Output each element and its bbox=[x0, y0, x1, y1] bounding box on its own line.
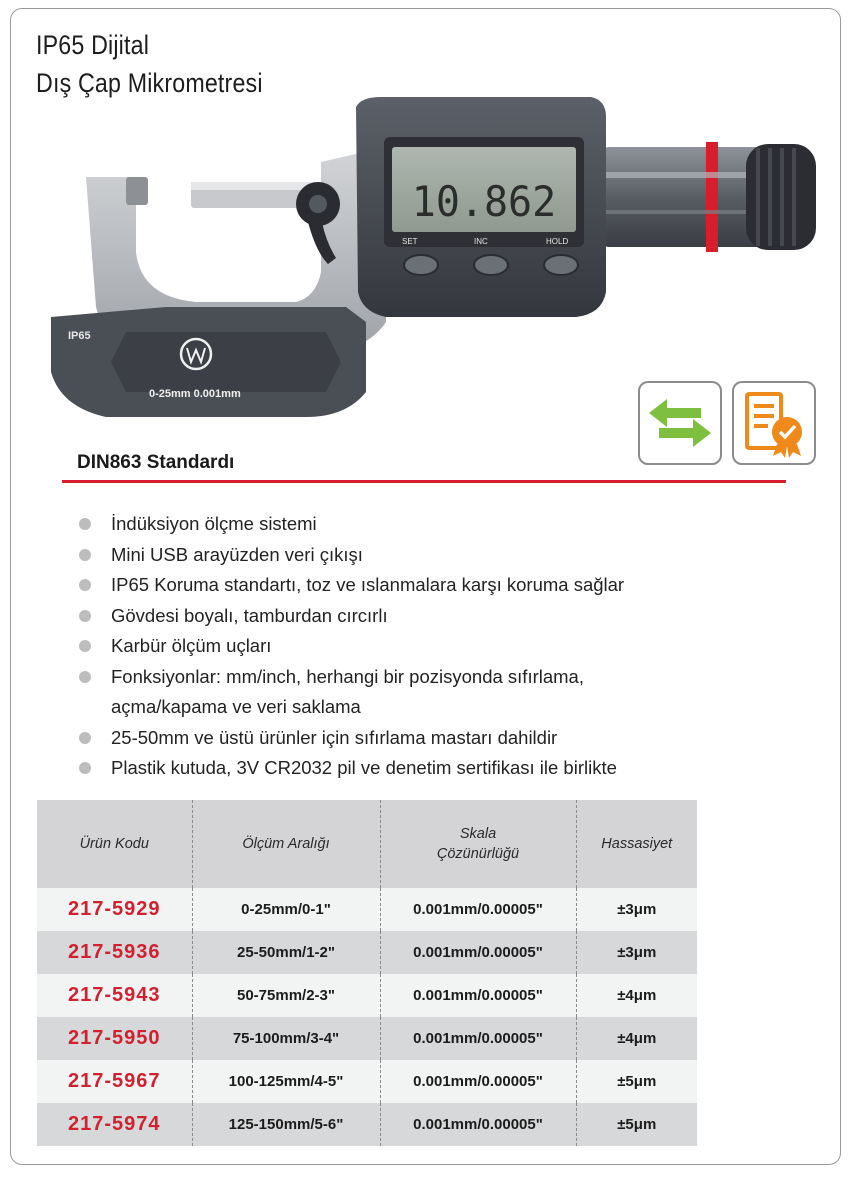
table-header-row bbox=[37, 800, 697, 888]
measuring-range: 0-25mm/0-1" bbox=[192, 888, 380, 931]
btn-label-inc: INC bbox=[474, 237, 488, 246]
product-table bbox=[37, 800, 697, 1146]
bullet-icon bbox=[79, 762, 91, 774]
swap-arrows-icon bbox=[638, 381, 722, 465]
hold-button bbox=[544, 255, 578, 275]
frame-label: IP65 bbox=[68, 330, 91, 342]
accuracy: ±3μm bbox=[576, 931, 697, 974]
measuring-range: 100-125mm/4-5" bbox=[192, 1060, 380, 1103]
accuracy: ±5μm bbox=[576, 1103, 697, 1146]
list-item bbox=[76, 723, 624, 754]
measuring-range: 25-50mm/1-2" bbox=[192, 931, 380, 974]
resolution: 0.001mm/0.00005" bbox=[380, 1103, 576, 1146]
feature-text: Gövdesi boyalı, tamburdan cırcırlı bbox=[111, 604, 388, 626]
list-item-continuation bbox=[76, 692, 624, 723]
resolution: 0.001mm/0.00005" bbox=[380, 931, 576, 974]
bullet-icon bbox=[79, 579, 91, 591]
anvil bbox=[126, 177, 148, 205]
feature-text: Karbür ölçüm uçları bbox=[111, 635, 272, 656]
feature-text: Fonksiyonlar: mm/inch, herhangi bir pozisyonda sıfırlama, bbox=[111, 665, 584, 687]
product-code: 217-5950 bbox=[37, 1017, 192, 1060]
bullet-icon bbox=[79, 518, 91, 530]
list-item bbox=[76, 662, 624, 693]
accuracy: ±3μm bbox=[576, 888, 697, 931]
header-range: Ölçüm Aralığı bbox=[192, 800, 380, 888]
header-product-code: Ürün Kodu bbox=[37, 800, 192, 888]
feature-list bbox=[76, 509, 624, 784]
feature-text: 25-50mm ve üstü ürünler için sıfırlama mastarı dahildir bbox=[111, 726, 558, 748]
measuring-range: 125-150mm/5-6" bbox=[192, 1103, 380, 1146]
resolution: 0.001mm/0.00005" bbox=[380, 974, 576, 1017]
table-row bbox=[37, 1017, 697, 1060]
feature-text: Mini USB arayüzden veri çıkışı bbox=[111, 543, 363, 565]
bullet-icon bbox=[79, 732, 91, 744]
display-reading: 10.862 bbox=[411, 176, 557, 227]
bullet-icon bbox=[79, 610, 91, 622]
bullet-icon bbox=[79, 640, 91, 652]
feature-text: açma/kapama ve veri saklama bbox=[111, 696, 361, 717]
btn-label-set: SET bbox=[402, 237, 418, 246]
accuracy: ±5μm bbox=[576, 1060, 697, 1103]
feature-text: IP65 Koruma standartı, toz ve ıslanmalara karşı koruma sağlar bbox=[111, 574, 625, 595]
section-divider bbox=[62, 480, 786, 483]
measuring-range: 50-75mm/2-3" bbox=[192, 974, 380, 1017]
header-resolution bbox=[380, 800, 576, 888]
title-line-1: IP65 Dijital bbox=[36, 30, 150, 60]
header-accuracy: Hassasiyet bbox=[576, 800, 697, 888]
list-item bbox=[76, 601, 624, 632]
set-button bbox=[404, 255, 438, 275]
list-item bbox=[76, 570, 624, 601]
ratchet-knob bbox=[746, 144, 816, 250]
table-row bbox=[37, 974, 697, 1017]
resolution: 0.001mm/0.00005" bbox=[380, 1060, 576, 1103]
resolution: 0.001mm/0.00005" bbox=[380, 888, 576, 931]
list-item bbox=[76, 540, 624, 571]
certificate-icon bbox=[732, 381, 816, 465]
bullet-icon bbox=[79, 671, 91, 683]
table-row bbox=[37, 888, 697, 931]
title-line-2: Dış Çap Mikrometresi bbox=[36, 68, 263, 98]
resolution: 0.001mm/0.00005" bbox=[380, 1017, 576, 1060]
btn-label-hold: HOLD bbox=[546, 237, 569, 246]
range-label: 0-25mm 0.001mm bbox=[149, 388, 241, 400]
header-resolution-line-1: Skala bbox=[459, 826, 497, 842]
table-row bbox=[37, 1060, 697, 1103]
accuracy: ±4μm bbox=[576, 974, 697, 1017]
feature-text: Plastik kutuda, 3V CR2032 pil ve denetim sertifikası ile birlikte bbox=[111, 757, 617, 778]
list-item bbox=[76, 509, 624, 540]
list-item bbox=[76, 631, 624, 662]
product-code: 217-5943 bbox=[37, 974, 192, 1017]
table-row bbox=[37, 931, 697, 974]
product-code: 217-5974 bbox=[37, 1103, 192, 1146]
bullet-icon bbox=[79, 549, 91, 561]
measuring-range: 75-100mm/3-4" bbox=[192, 1017, 380, 1060]
section-heading: DIN863 Standardı bbox=[77, 452, 235, 473]
product-code: 217-5929 bbox=[37, 888, 192, 931]
feature-icons bbox=[638, 381, 816, 465]
inc-button bbox=[474, 255, 508, 275]
accuracy: ±4μm bbox=[576, 1017, 697, 1060]
page-title bbox=[36, 26, 263, 102]
table-row bbox=[37, 1103, 697, 1146]
list-item bbox=[76, 753, 624, 784]
red-ring bbox=[706, 142, 718, 252]
product-code: 217-5967 bbox=[37, 1060, 192, 1103]
header-resolution-line-2: Çözünürlüğü bbox=[436, 846, 520, 862]
product-code: 217-5936 bbox=[37, 931, 192, 974]
feature-text: İndüksiyon ölçme sistemi bbox=[111, 513, 317, 534]
